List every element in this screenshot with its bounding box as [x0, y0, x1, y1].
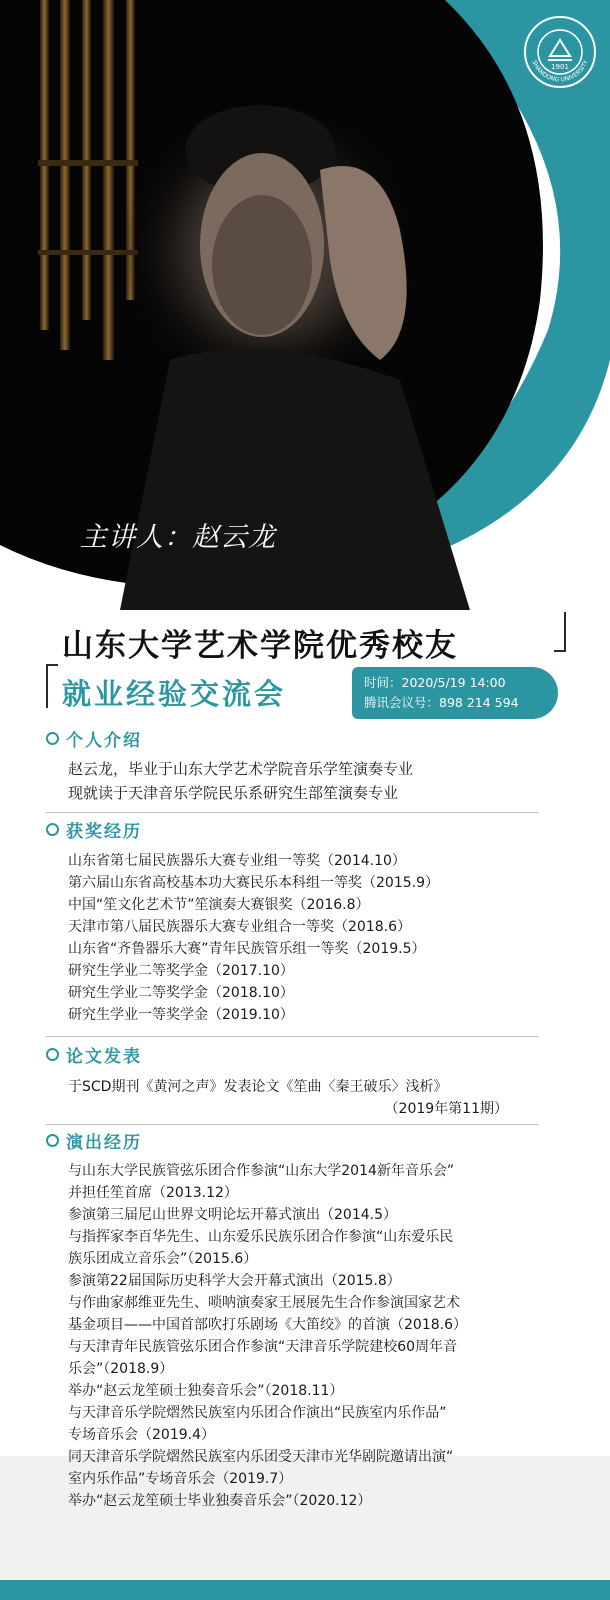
- list-item: 山东省“齐鲁器乐大赛”青年民族管乐组一等奖（2019.5）: [68, 941, 426, 957]
- list-item: 基金项目——中国首部吹打乐剧场《大笛绞》的首演（2018.6）: [68, 1317, 467, 1333]
- list-item: 研究生学业二等奖学金（2018.10）: [68, 985, 294, 1001]
- logo-year: 1901: [551, 63, 569, 71]
- list-item: 专场音乐会（2019.4）: [68, 1427, 215, 1443]
- bottom-accent-bar: [0, 1580, 610, 1600]
- list-item: 山东省第七届民族器乐大赛专业组一等奖（2014.10）: [68, 853, 406, 869]
- section-title: 论文发表: [66, 1046, 142, 1067]
- section-intro-header: [46, 726, 142, 750]
- list-item: 举办“赵云龙笙硕士独奏音乐会”（2018.11）: [68, 1383, 344, 1399]
- bracket-bottom-left: [46, 664, 58, 708]
- meeting-time: 时间：2020/5/19 14:00: [364, 675, 506, 690]
- speaker-label: 主讲人：赵云龙: [80, 522, 276, 553]
- list-item: 与指挥家李百华先生、山东爱乐民族乐团合作参演“山东爱乐民: [68, 1229, 454, 1245]
- section-title: 个人介绍: [66, 730, 142, 751]
- list-item: 参演第三届尼山世界文明论坛开幕式演出（2014.5）: [68, 1207, 397, 1223]
- list-item: 研究生学业一等奖学金（2019.10）: [68, 1007, 294, 1023]
- awards-list: [68, 850, 439, 1026]
- section-divider: [46, 1036, 539, 1037]
- circle-bullet-icon: [46, 732, 59, 745]
- circle-bullet-icon: [46, 1134, 59, 1147]
- section-divider: [46, 812, 539, 813]
- list-item: 与作曲家郝维亚先生、唢呐演奏家王展展先生合作参演国家艺术: [68, 1295, 460, 1311]
- circle-bullet-icon: [46, 823, 59, 836]
- paper-line: 于SCD期刊《黄河之声》发表论文《笙曲〈秦王破乐〉浅析》: [68, 1079, 448, 1095]
- list-item: 与天津音乐学院熠然民族室内乐团合作演出“民族室内乐作品”: [68, 1405, 447, 1421]
- list-item: 天津市第八届民族器乐大赛专业组合一等奖（2018.6）: [68, 919, 411, 935]
- list-item: 中国“笙文化艺术节”笙演奏大赛银奖（2016.8）: [68, 897, 370, 913]
- papers-text: [68, 1076, 508, 1120]
- list-item: 与天津青年民族管弦乐团合作参演“天津音乐学院建校60周年音: [68, 1339, 458, 1355]
- section-performances-header: [46, 1128, 142, 1152]
- intro-line: 现就读于天津音乐学院民乐系研究生部笙演奏专业: [68, 784, 399, 802]
- list-item: 同天津音乐学院熠然民族室内乐团受天津市光华剧院邀请出演“: [68, 1449, 454, 1465]
- list-item: 乐会”（2018.9）: [68, 1361, 174, 1377]
- paper-issue: （2019年第11期）: [384, 1101, 508, 1117]
- performances-list: [68, 1160, 467, 1512]
- list-item: 举办“赵云龙笙硕士毕业独奏音乐会”（2020.12）: [68, 1493, 372, 1509]
- meeting-info-box: [352, 667, 558, 719]
- page-subtitle: 就业经验交流会: [62, 677, 287, 711]
- circle-bullet-icon: [46, 1048, 59, 1061]
- meeting-id: 腾讯会议号：898 214 594: [364, 695, 519, 710]
- intro-text: [68, 757, 413, 805]
- hero-banner: [0, 0, 610, 610]
- list-item: 并担任笙首席（2013.12）: [68, 1185, 238, 1201]
- section-awards-header: [46, 817, 142, 841]
- bracket-top-right: [554, 612, 566, 652]
- page-title: 山东大学艺术学院优秀校友: [62, 628, 458, 664]
- section-papers-header: [46, 1042, 142, 1066]
- list-item: 参演第22届国际历史科学大会开幕式演出（2015.8）: [68, 1273, 401, 1289]
- shandong-university-logo: [522, 14, 598, 90]
- list-item: 与山东大学民族管弦乐团合作参演“山东大学2014新年音乐会”: [68, 1163, 455, 1179]
- list-item: 研究生学业二等奖学金（2017.10）: [68, 963, 294, 979]
- section-title: 获奖经历: [66, 821, 142, 842]
- list-item: 第六届山东省高校基本功大赛民乐本科组一等奖（2015.9）: [68, 875, 439, 891]
- logo-text: SHANDONG UNIVERSITY: [530, 59, 590, 84]
- list-item: 室内乐作品”专场音乐会（2019.7）: [68, 1471, 293, 1487]
- section-title: 演出经历: [66, 1132, 142, 1153]
- section-divider: [46, 1124, 539, 1125]
- list-item: 族乐团成立音乐会”（2015.6）: [68, 1251, 258, 1267]
- intro-line: 赵云龙，毕业于山东大学艺术学院音乐学笙演奏专业: [68, 760, 414, 778]
